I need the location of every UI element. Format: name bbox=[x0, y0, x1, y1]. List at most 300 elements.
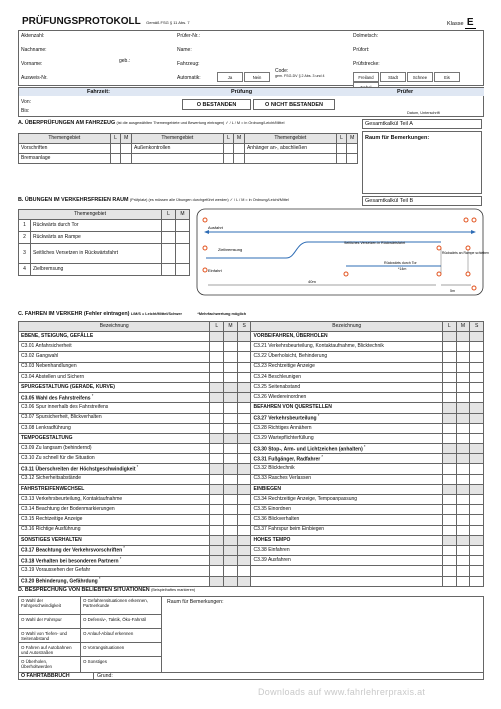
rating-cell[interactable] bbox=[470, 525, 484, 535]
topic-cell bbox=[244, 154, 336, 164]
rating-cell[interactable] bbox=[224, 495, 238, 505]
criterion-label: C3.16 Richtige Ausführung bbox=[21, 526, 81, 533]
dolmetsch-field[interactable]: Dolmetsch: bbox=[353, 33, 379, 39]
rating-cell[interactable] bbox=[210, 576, 224, 586]
rating-cell bbox=[456, 403, 470, 413]
rating-cell bbox=[224, 332, 238, 342]
rating-cell[interactable] bbox=[470, 474, 484, 484]
pruefer-heading: Prüfer bbox=[397, 89, 414, 95]
rating-cell[interactable] bbox=[237, 556, 251, 566]
rating-cell bbox=[456, 332, 470, 342]
group-heading: VORBEIFAHREN, ÜBERHOLEN bbox=[253, 332, 328, 339]
rating-cell[interactable] bbox=[210, 505, 224, 515]
rating-cell[interactable] bbox=[470, 433, 484, 443]
rating-cell[interactable] bbox=[210, 423, 224, 433]
rating-cell[interactable] bbox=[470, 423, 484, 433]
rating-cell[interactable] bbox=[456, 382, 470, 392]
seitliches-label: Seitliches Versetzen in Rückwärtsfahrt bbox=[344, 241, 406, 245]
rating-cell[interactable] bbox=[210, 413, 224, 423]
section-d-title: D. BESPRECHUNG VON BELIEBTEN SITUATIONEN (Beispielhaftes markieren) bbox=[18, 587, 196, 593]
rating-cell[interactable] bbox=[456, 454, 470, 464]
situation-option[interactable]: O Wahl der Fahrspur bbox=[21, 617, 62, 622]
table-row bbox=[19, 545, 484, 555]
criterion-label: C3.30 Stop-, Arm- und Lichtzeichen (anhalten) bbox=[253, 446, 363, 453]
table-row bbox=[19, 342, 484, 352]
rating-cell[interactable] bbox=[224, 576, 238, 586]
rating-cell[interactable] bbox=[456, 393, 470, 403]
themengebiet-header: Themengebiet bbox=[19, 134, 111, 144]
rating-cell[interactable] bbox=[224, 413, 238, 423]
page-title: PRÜFUNGSPROTOKOLL Gemäß FSG § 11 Abs. 7 bbox=[22, 16, 190, 27]
rating-cell[interactable] bbox=[442, 362, 456, 372]
nachname-field[interactable]: Nachname: bbox=[21, 47, 47, 53]
rating-cell bbox=[470, 403, 484, 413]
criterion-label: C3.26 Wiedereinordnen bbox=[253, 393, 307, 400]
fahrzeit-heading: Fahrzeit: bbox=[87, 89, 110, 95]
strecke-schnee-checkbox[interactable]: Schnee bbox=[407, 72, 433, 82]
situation-option[interactable]: O Defensiv-, Taktik, Öko-Fahrstil bbox=[83, 617, 147, 622]
rating-cell[interactable] bbox=[470, 352, 484, 362]
section-a-table: Themengebiet L M Themengebiet L M Themengebiet L M Vorschriften Außenkontrollen Anhänger an-, abschließen Bremsanlage bbox=[18, 133, 358, 164]
rating-cell[interactable] bbox=[442, 352, 456, 362]
rating-cell bbox=[210, 382, 224, 392]
group-heading: BEFAHREN VON QUERSTELLEN bbox=[253, 404, 332, 411]
criterion-label: C3.14 Beachtung der Bodenmarkierungen bbox=[21, 506, 115, 513]
rating-cell[interactable] bbox=[210, 403, 224, 413]
pruefort-field[interactable]: Prüfort: bbox=[353, 47, 370, 53]
rating-cell[interactable] bbox=[442, 525, 456, 535]
rating-cell[interactable] bbox=[224, 566, 238, 576]
rating-cell[interactable] bbox=[224, 372, 238, 382]
automatik-options bbox=[217, 72, 271, 82]
einfahrt-label: Einfahrt bbox=[208, 268, 222, 273]
rating-cell[interactable] bbox=[456, 362, 470, 372]
rating-cell bbox=[237, 332, 251, 342]
rating-cell[interactable] bbox=[224, 423, 238, 433]
table-row bbox=[19, 525, 484, 535]
group-heading: SONSTIGES VERHALTEN bbox=[21, 536, 82, 543]
rating-cell[interactable] bbox=[456, 495, 470, 505]
rating-cell[interactable] bbox=[456, 444, 470, 454]
table-row bbox=[19, 372, 484, 382]
rating-cell[interactable] bbox=[442, 382, 456, 392]
strecke-stadt-checkbox[interactable]: Stadt bbox=[380, 72, 406, 82]
table-row bbox=[19, 535, 484, 545]
criterion-label: C3.08 Lenkradführung bbox=[21, 424, 71, 431]
criterion-label: C3.19 Voraussehen der Gefahr bbox=[21, 567, 91, 574]
rating-cell[interactable] bbox=[210, 444, 224, 454]
rating-cell[interactable] bbox=[442, 464, 456, 474]
rating-cell[interactable] bbox=[224, 464, 238, 474]
criterion-label: C3.05 Wahl des Fahrstreifens bbox=[21, 395, 91, 402]
topic-cell: Vorschriften bbox=[19, 144, 111, 154]
situation-option[interactable]: O Wahl von Tiefen- und Seitenabstand bbox=[21, 631, 67, 641]
rating-cell bbox=[237, 535, 251, 545]
rating-cell[interactable] bbox=[237, 454, 251, 464]
ausfahrt-label: Ausfahrt bbox=[208, 225, 223, 230]
strecke-eis-checkbox[interactable]: Eis bbox=[434, 72, 460, 82]
table-row bbox=[19, 484, 484, 494]
criterion-label: C3.23 Rechtzeitige Anzeige bbox=[253, 363, 315, 370]
criterion-label: C3.24 Beschleunigen bbox=[253, 373, 302, 380]
rating-cell[interactable] bbox=[470, 505, 484, 515]
topic-cell bbox=[131, 154, 223, 164]
criterion-label: C3.20 Behinderung, Gefährdung bbox=[21, 578, 98, 585]
criterion-label: C3.07 Spursicherheit, Blickverhalten bbox=[21, 414, 102, 421]
bis-field[interactable]: Bis: bbox=[21, 108, 30, 114]
rating-cell[interactable] bbox=[210, 515, 224, 525]
pruefer-nr-field[interactable]: Prüfer-Nr.: bbox=[177, 33, 201, 39]
situation-option[interactable]: O Vorrangsituationen bbox=[83, 645, 125, 650]
table-row bbox=[19, 144, 358, 154]
criterion-label: C3.29 Wartepflichterfüllung bbox=[253, 434, 314, 441]
rating-cell[interactable] bbox=[224, 545, 238, 555]
rating-cell[interactable] bbox=[442, 444, 456, 454]
rating-cell[interactable] bbox=[237, 566, 251, 576]
table-row bbox=[19, 444, 484, 454]
group-heading: EINBIEGEN bbox=[253, 485, 281, 492]
rating-cell[interactable] bbox=[442, 433, 456, 443]
rating-cell bbox=[470, 484, 484, 494]
criterion-label: C3.03 Nebenhandlungen bbox=[21, 363, 77, 370]
table-row bbox=[19, 423, 484, 433]
rating-cell bbox=[237, 484, 251, 494]
name-field[interactable]: Name: bbox=[177, 47, 192, 53]
rating-cell[interactable] bbox=[442, 393, 456, 403]
rating-cell[interactable] bbox=[237, 474, 251, 484]
rating-cell[interactable] bbox=[442, 515, 456, 525]
rating-cell[interactable] bbox=[210, 525, 224, 535]
rating-cell bbox=[456, 484, 470, 494]
situation-option[interactable]: O Fahren auf Autobahnen und Autostraßen bbox=[21, 645, 72, 655]
rating-cell bbox=[442, 566, 456, 576]
rating-cell[interactable] bbox=[210, 372, 224, 382]
rating-cell[interactable] bbox=[237, 423, 251, 433]
criterion-label: C3.09 Zu langsam (behindernd) bbox=[21, 444, 92, 451]
situation-option[interactable]: O Anlauf-Ablauf erkennen bbox=[83, 631, 134, 636]
table-row bbox=[19, 505, 484, 515]
group-heading: HOHES TEMPO bbox=[253, 536, 291, 543]
rating-cell[interactable] bbox=[456, 525, 470, 535]
rating-cell bbox=[442, 403, 456, 413]
rating-cell[interactable] bbox=[442, 413, 456, 423]
rating-cell[interactable] bbox=[237, 393, 251, 403]
criterion-label: C3.35 Einordnen bbox=[253, 506, 292, 513]
fahrtabbruch-option[interactable]: O FAHRTABBRUCH bbox=[21, 673, 70, 679]
rating-cell[interactable] bbox=[442, 505, 456, 515]
watermark: Downloads auf www.fahrlehrerpraxis.at bbox=[258, 687, 426, 697]
criterion-label: C3.02 Gangwahl bbox=[21, 353, 59, 360]
criterion-label: C3.37 Fahrspur beim Einbiegen bbox=[253, 526, 325, 533]
rating-cell[interactable] bbox=[456, 423, 470, 433]
rating-cell bbox=[237, 382, 251, 392]
rating-cell bbox=[237, 433, 251, 443]
rating-cell[interactable] bbox=[210, 566, 224, 576]
rating-cell bbox=[442, 484, 456, 494]
rating-cell[interactable] bbox=[237, 576, 251, 586]
table-row bbox=[19, 433, 484, 443]
rating-cell bbox=[470, 576, 484, 586]
situation-option[interactable]: O Gefahrensituationen erkennen, Partnerkunde bbox=[83, 598, 148, 608]
section-b-table: Themengebiet L M 1 Rückwärts durch Tor 2 Rückwärts an Rampe 3 Seitliches Versetzen in Rückwärtsfahrt 4 Zielbremsung bbox=[18, 209, 190, 276]
gesamtkalkuel-a-field[interactable]: Gesamtkalkül Teil A bbox=[362, 119, 482, 129]
criterion-label: C3.21 Verkehrsbeurteilung, Kontaktaufnahme, Blicktechnik bbox=[253, 343, 384, 350]
rating-cell[interactable] bbox=[442, 556, 456, 566]
rating-cell[interactable] bbox=[470, 464, 484, 474]
rating-cell[interactable] bbox=[224, 352, 238, 362]
table-row: 3 Seitliches Versetzen in Rückwärtsfahrt bbox=[19, 244, 190, 264]
criterion-label: C3.10 Zu schnell für die Situation bbox=[21, 455, 95, 462]
rating-cell bbox=[224, 535, 238, 545]
multiple-rating-marker: * bbox=[118, 555, 122, 561]
criterion-label: C3.27 Verkehrsbeurteilung bbox=[253, 415, 317, 422]
table-row bbox=[19, 352, 484, 362]
rating-cell[interactable] bbox=[456, 464, 470, 474]
criterion-label: C3.25 Seitenabstand bbox=[253, 383, 301, 390]
rating-cell[interactable] bbox=[456, 413, 470, 423]
rating-cell bbox=[442, 535, 456, 545]
pruefplatz-diagram bbox=[196, 208, 489, 296]
candidate-info-panel bbox=[18, 30, 484, 86]
rating-cell[interactable] bbox=[470, 393, 484, 403]
table-row bbox=[19, 382, 484, 392]
multiple-rating-marker: * bbox=[135, 463, 139, 469]
criterion-label: C3.11 Überschreiten der Höchstgeschwindigkeit bbox=[21, 466, 136, 473]
situation-option[interactable]: O Wahl der Fahrgeschwindigkeit bbox=[21, 598, 62, 608]
nicht-bestanden-option[interactable]: O NICHT BESTANDEN bbox=[253, 99, 335, 110]
table-row bbox=[19, 362, 484, 372]
rating-cell[interactable] bbox=[442, 495, 456, 505]
rating-cell[interactable] bbox=[470, 382, 484, 392]
rating-cell[interactable] bbox=[442, 474, 456, 484]
geb-field[interactable]: geb.: bbox=[119, 58, 131, 64]
topic-cell: Bremsanlage bbox=[19, 154, 111, 164]
rating-cell[interactable] bbox=[224, 444, 238, 454]
table-row bbox=[19, 332, 484, 342]
rating-cell[interactable] bbox=[456, 372, 470, 382]
pruefstrecke-field[interactable]: Prüfstrecke: bbox=[353, 61, 380, 67]
rating-cell[interactable] bbox=[470, 372, 484, 382]
rating-cell[interactable] bbox=[224, 362, 238, 372]
rating-cell[interactable] bbox=[456, 352, 470, 362]
criterion-label: C3.04 Abstellen und Sichern bbox=[21, 373, 85, 380]
rating-cell[interactable] bbox=[470, 515, 484, 525]
von-field[interactable]: Von: bbox=[21, 99, 32, 105]
rating-cell[interactable] bbox=[224, 454, 238, 464]
klasse-field[interactable]: Klasse E bbox=[447, 17, 474, 28]
datum-unterschrift-label: Datum, Unterschrift bbox=[407, 111, 440, 115]
table-row bbox=[19, 556, 484, 566]
rating-cell[interactable] bbox=[210, 342, 224, 352]
rating-cell[interactable] bbox=[456, 342, 470, 352]
remarks-d-box[interactable]: Raum für Bemerkungen: bbox=[167, 599, 224, 605]
table-row bbox=[19, 495, 484, 505]
criterion-label: C3.28 Richtiges Annähern bbox=[253, 424, 312, 431]
result-bar bbox=[18, 87, 484, 117]
rating-cell[interactable] bbox=[456, 474, 470, 484]
rating-cell[interactable] bbox=[470, 454, 484, 464]
table-row bbox=[19, 566, 484, 576]
rating-cell[interactable] bbox=[224, 474, 238, 484]
rating-cell[interactable] bbox=[237, 403, 251, 413]
rating-cell[interactable] bbox=[237, 464, 251, 474]
rating-cell[interactable] bbox=[237, 545, 251, 555]
distance-14m-label: *14m bbox=[398, 267, 407, 271]
multiple-rating-marker: * bbox=[97, 576, 101, 582]
distance-5m-label: 5m bbox=[450, 289, 455, 293]
table-row bbox=[19, 393, 484, 403]
criterion-label: C3.01 Anfahrsicherheit bbox=[21, 343, 72, 350]
automatik-label: Automatik: bbox=[177, 75, 201, 81]
rating-cell[interactable] bbox=[456, 505, 470, 515]
criterion-label: C3.18 Verhalten bei besonderen Partnern bbox=[21, 558, 119, 565]
zielbremsung-label: Zielbremsung bbox=[218, 247, 243, 252]
criterion-label: C3.36 Blickverhalten bbox=[253, 516, 300, 523]
multiple-rating-marker: * bbox=[362, 443, 366, 449]
table-row bbox=[19, 154, 358, 164]
criterion-label: C3.34 Rechtzeitige Anzeige, Tempoanpassung bbox=[253, 495, 358, 502]
situations-col-1 bbox=[19, 597, 162, 672]
rating-cell[interactable] bbox=[237, 505, 251, 515]
group-heading: FAHRSTREIFENWECHSEL bbox=[21, 485, 85, 492]
situation-option[interactable]: O Überholen, Überholtwerden bbox=[21, 659, 52, 669]
section-c-title: C. FAHREN IM VERKEHR (Fehler eintragen) L/M/S = Leicht/Mittel/Schwer *Mehrfachwertung möglich bbox=[18, 311, 247, 317]
rating-cell bbox=[210, 484, 224, 494]
situation-option[interactable]: O Sonstiges bbox=[83, 659, 107, 664]
rating-cell[interactable] bbox=[456, 556, 470, 566]
rating-cell[interactable] bbox=[224, 393, 238, 403]
rating-cell[interactable] bbox=[456, 545, 470, 555]
strecke-freiland-checkbox[interactable]: Freiland bbox=[353, 72, 379, 82]
group-heading: TEMPOGESTALTUNG bbox=[21, 434, 73, 441]
section-a-title: A. ÜBERPRÜFUNGEN AM FAHRZEUG (ist die ausgewählten Themengebiete und Bewertung eintragen) ✓ / L / M = in Ordnung/Leicht/Mittel bbox=[18, 120, 285, 126]
criterion-label: C3.22 Überholsicht, Behinderung bbox=[253, 353, 328, 360]
rating-cell[interactable] bbox=[470, 545, 484, 555]
rating-cell[interactable] bbox=[237, 372, 251, 382]
criterion-label: C3.06 Spur innerhalb des Fahrstreifens bbox=[21, 404, 109, 411]
rating-cell[interactable] bbox=[224, 342, 238, 352]
rating-cell[interactable] bbox=[442, 454, 456, 464]
criterion-label: C3.15 Rechtzeitige Anzeige bbox=[21, 516, 83, 523]
table-row bbox=[19, 403, 484, 413]
rating-cell[interactable] bbox=[224, 556, 238, 566]
automatik-ja-checkbox[interactable]: Ja bbox=[217, 72, 243, 82]
section-b-title: B. ÜBUNGEN IM VERKEHRSFREIEN RAUM (Prüfplatz) (es müssen alle Übungen durchgeführt werden) ✓ / L / M = in Ordnung/Leicht/Mittel bbox=[18, 197, 289, 203]
rating-cell bbox=[224, 382, 238, 392]
rating-cell[interactable] bbox=[210, 545, 224, 555]
rating-cell bbox=[442, 576, 456, 586]
rampe-label: Rückwärts an Rampe schieben bbox=[442, 251, 489, 255]
distance-40m-label: 40m bbox=[308, 279, 316, 284]
topic-cell: Anhänger an-, abschließen bbox=[244, 144, 336, 154]
criterion-label: C3.33 Rasches Verlassen bbox=[253, 475, 312, 482]
rating-cell[interactable] bbox=[210, 464, 224, 474]
rating-cell[interactable] bbox=[237, 495, 251, 505]
section-d-panel bbox=[18, 596, 484, 680]
rating-cell[interactable] bbox=[470, 342, 484, 352]
rating-cell[interactable] bbox=[237, 525, 251, 535]
rating-cell bbox=[224, 433, 238, 443]
pruefung-heading: Prüfung bbox=[231, 89, 253, 95]
rating-cell[interactable] bbox=[237, 342, 251, 352]
table-row: 4 Zielbremsung bbox=[19, 264, 190, 276]
section-c-table: Bezeichnung L M S Bezeichnung L M S EBENE, STEIGUNG, GEFÄLLE VORBEIFAHREN, ÜBERHOLEN C3.01 Anfahrsicherheit C3.21 Verkehrsbeurteilung, Kontaktaufnahme, Blicktechnik C3.02 Gangwahl C3.22 Überholsicht, Behinderung C3.03 Nebenhandlungen C3.23 Rechtzeitige Anzeige C3.04 Abstellen und Sichern C3.24 Beschleunigen SPURGESTALTUNG (GERADE, KURVE) C3.25 Seitenabstand C3.05 Wahl des Fahrstreifens * C3.26 Wiedereinordnen C3.06 Spur innerhalb des Fahrstreifens BEFAHREN VON QUERSTELLEN C3.07 Spursicherheit, Blickverhalten C3.27 Verkehrsbeurteilung * C3.08 Lenkradführung C3.28 Richtiges Annähern TEMPOGESTALTUNG C3.29 Wartepflichterfüllung C3.09 Zu langsam (behindernd) C3.30 Stop-, Arm- und Lichtzeichen (anhalten) * C3.10 Zu schnell für die Situation C3.31 Fußgänger, Radfahrer * C3.11 Überschreiten der Höchstgeschwindigkeit * C3.32 Blicktechnik C3.12 Sicherheitsabstände C3.33 Rasches Verlassen FAHRSTREIFENWECHSEL EINBIEGEN C3.13 Verkehrsbeurteilung, Kontaktaufnahme C3.34 Rechtzeitige Anzeige, Tempoanpassung C3.14 Beachtung der Bodenmarkierungen C3.35 Einordnen C3.15 Rechtzeitige Anzeige C3.36 Blickverhalten C3.16 Richtige Ausführung C3.37 Fahrspur beim Einbiegen SONSTIGES VERHALTEN HOHES TEMPO C3.17 Beachtung der Verkehrsvorschriften * C3.38 Einfahren C3.18 Verhalten bei besonderen Partnern * C3.39 Ausfahren C3.19 Voraussehen der Gefahr C3.20 Behinderung, Gefährdung * bbox=[18, 321, 484, 587]
rating-cell[interactable] bbox=[470, 362, 484, 372]
automatik-nein-checkbox[interactable]: Nein bbox=[244, 72, 270, 82]
grund-field[interactable]: Grund: bbox=[97, 673, 113, 679]
table-row bbox=[19, 515, 484, 525]
rating-cell bbox=[210, 535, 224, 545]
table-row bbox=[19, 413, 484, 423]
multiple-rating-marker: * bbox=[122, 545, 125, 551]
rating-cell[interactable] bbox=[210, 556, 224, 566]
criterion-label: C3.31 Fußgänger, Radfahrer bbox=[253, 456, 321, 463]
rating-cell[interactable] bbox=[470, 444, 484, 454]
rating-cell[interactable] bbox=[224, 515, 238, 525]
criterion-label: C3.12 Sicherheitsabstände bbox=[21, 475, 82, 482]
criterion-label: C3.17 Beachtung der Verkehrsvorschriften bbox=[21, 548, 123, 555]
rating-cell[interactable] bbox=[224, 525, 238, 535]
rating-cell[interactable] bbox=[210, 352, 224, 362]
rating-cell[interactable] bbox=[210, 495, 224, 505]
fahrzeug-field[interactable]: Fahrzeug: bbox=[177, 61, 200, 67]
group-heading: EBENE, STEIGUNG, GEFÄLLE bbox=[21, 332, 94, 339]
rating-cell[interactable] bbox=[442, 342, 456, 352]
rating-cell bbox=[442, 332, 456, 342]
table-row bbox=[19, 454, 484, 464]
rating-cell[interactable] bbox=[456, 515, 470, 525]
table-row bbox=[19, 576, 484, 586]
rating-cell[interactable] bbox=[470, 413, 484, 423]
rating-cell[interactable] bbox=[442, 423, 456, 433]
ausweis-nr-field[interactable]: Ausweis-Nr. bbox=[21, 75, 48, 81]
rating-cell[interactable] bbox=[237, 444, 251, 454]
rating-cell[interactable] bbox=[442, 545, 456, 555]
bestanden-option[interactable]: O BESTANDEN bbox=[182, 99, 251, 110]
rating-cell[interactable] bbox=[224, 403, 238, 413]
rating-cell[interactable] bbox=[442, 372, 456, 382]
rating-cell[interactable] bbox=[237, 413, 251, 423]
table-row: 1 Rückwärts durch Tor bbox=[19, 220, 190, 232]
rating-cell[interactable] bbox=[237, 515, 251, 525]
rating-cell[interactable] bbox=[210, 454, 224, 464]
multiple-rating-marker: * bbox=[320, 453, 323, 459]
rating-cell bbox=[210, 332, 224, 342]
criterion-label: C3.32 Blicktechnik bbox=[253, 465, 295, 472]
rating-cell[interactable] bbox=[470, 495, 484, 505]
rating-cell[interactable] bbox=[456, 433, 470, 443]
rating-cell bbox=[470, 535, 484, 545]
rating-cell[interactable] bbox=[210, 474, 224, 484]
multiple-rating-marker: * bbox=[316, 413, 320, 419]
rating-cell[interactable] bbox=[210, 393, 224, 403]
rating-cell bbox=[210, 433, 224, 443]
rating-cell bbox=[224, 484, 238, 494]
vorname-field[interactable]: Vorname: bbox=[21, 61, 43, 67]
rating-cell bbox=[456, 535, 470, 545]
remarks-a-box[interactable]: Raum für Bemerkungen: bbox=[362, 131, 482, 194]
gesamtkalkuel-b-field[interactable]: Gesamtkalkül Teil B bbox=[362, 196, 482, 206]
aktenzahl-field[interactable]: Aktenzahl: bbox=[21, 33, 45, 39]
rating-cell[interactable] bbox=[224, 505, 238, 515]
rating-cell[interactable] bbox=[237, 352, 251, 362]
rating-cell[interactable] bbox=[210, 362, 224, 372]
rating-cell bbox=[456, 566, 470, 576]
rating-cell[interactable] bbox=[237, 362, 251, 372]
rating-cell[interactable] bbox=[470, 556, 484, 566]
code-field[interactable]: Code: gem. FSG-DV § 2 Abs. 3 und 4 bbox=[275, 68, 325, 78]
group-heading: SPURGESTALTUNG (GERADE, KURVE) bbox=[21, 383, 115, 390]
